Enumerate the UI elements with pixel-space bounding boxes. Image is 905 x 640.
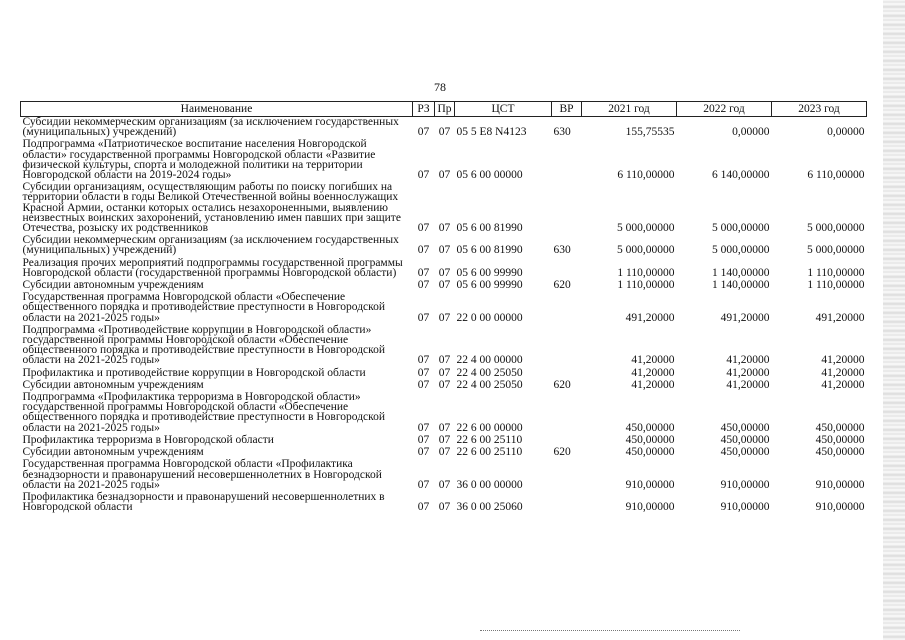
row-rz: 07 xyxy=(417,478,430,491)
row-cst: 22 0 00 00000 xyxy=(456,311,523,324)
row-rz: 07 xyxy=(417,501,430,514)
row-2021: 41,20000 xyxy=(631,366,675,379)
row-name: Государственная программа Новгородской области «Профилактика безнадзорности и правонарушений несовершеннолетних в Новгородской области на 2021-2025 годы» xyxy=(22,458,382,491)
row-pr: 07 xyxy=(438,446,451,459)
table-row xyxy=(21,117,867,140)
header-2023: 2023 год xyxy=(772,102,867,117)
header-vr: ВР xyxy=(552,102,582,117)
row-pr: 07 xyxy=(438,222,451,235)
row-2021: 450,00000 xyxy=(625,433,675,446)
row-2022: 450,00000 xyxy=(720,421,770,434)
row-vr: 620 xyxy=(553,279,571,292)
row-2023: 450,00000 xyxy=(815,446,865,459)
row-2021: 155,75535 xyxy=(625,126,675,139)
row-2023: 450,00000 xyxy=(815,433,865,446)
row-cst: 05 6 00 99990 xyxy=(456,266,523,279)
row-name: Субсидии некоммерческим организациям (за исключением государственных (муниципальных) учреждений) xyxy=(22,234,399,257)
row-2023: 910,00000 xyxy=(815,501,865,514)
row-name: Профилактика и противодействие коррупции в Новгородской области xyxy=(22,366,366,379)
row-pr: 07 xyxy=(438,378,451,391)
row-vr xyxy=(552,492,582,514)
row-name: Подпрограмма «Патриотическое воспитание населения Новгородской области» государственной программы Новгородской области «Развитие физической культуры, спорта и молодежной политики на территории Новгородской области на 2019-2024 годы» xyxy=(22,138,376,182)
row-vr: 620 xyxy=(553,446,571,459)
row-cst: 36 0 00 25060 xyxy=(456,501,523,514)
row-2023: 5 000,00000 xyxy=(807,222,865,235)
header-2022: 2022 год xyxy=(677,102,772,117)
row-2022: 1 140,00000 xyxy=(712,279,770,292)
row-2022: 450,00000 xyxy=(720,446,770,459)
row-vr: 630 xyxy=(553,126,571,139)
row-2022: 41,20000 xyxy=(726,366,770,379)
header-rz: РЗ xyxy=(413,102,435,117)
row-2021: 41,20000 xyxy=(631,378,675,391)
row-pr: 07 xyxy=(438,279,451,292)
row-rz: 07 xyxy=(417,446,430,459)
row-2023: 41,20000 xyxy=(821,354,865,367)
row-2021: 910,00000 xyxy=(625,501,675,514)
row-pr: 07 xyxy=(438,366,451,379)
row-cst: 36 0 00 00000 xyxy=(456,478,523,491)
row-vr xyxy=(552,139,582,182)
row-2021: 1 110,00000 xyxy=(617,266,675,279)
row-rz: 07 xyxy=(417,244,430,257)
row-2021: 41,20000 xyxy=(631,354,675,367)
row-cst: 05 6 00 00000 xyxy=(456,169,523,182)
row-cst: 05 6 00 81990 xyxy=(456,244,523,257)
row-pr: 07 xyxy=(438,244,451,257)
row-cst: 22 4 00 00000 xyxy=(456,354,523,367)
row-name: Профилактика безнадзорности и правонарушений несовершеннолетних в Новгородской области xyxy=(22,490,385,514)
row-cst: 05 6 00 81990 xyxy=(456,222,523,235)
row-rz: 07 xyxy=(417,266,430,279)
row-2022: 41,20000 xyxy=(726,354,770,367)
row-2021: 5 000,00000 xyxy=(617,222,675,235)
page-number: 78 xyxy=(434,80,446,94)
row-2021: 6 110,00000 xyxy=(617,169,675,182)
header-2021: 2021 год xyxy=(582,102,677,117)
row-2022: 910,00000 xyxy=(720,478,770,491)
row-2021: 910,00000 xyxy=(625,478,675,491)
row-name: Профилактика терроризма в Новгородской области xyxy=(22,433,274,446)
row-pr: 07 xyxy=(438,169,451,182)
row-2023: 6 110,00000 xyxy=(807,169,865,182)
row-rz: 07 xyxy=(417,169,430,182)
header-name: Наименование xyxy=(21,102,413,117)
row-2023: 0,00000 xyxy=(827,126,865,139)
row-2022: 450,00000 xyxy=(720,433,770,446)
row-2023: 1 110,00000 xyxy=(807,279,865,292)
row-rz: 07 xyxy=(417,354,430,367)
row-2022: 6 140,00000 xyxy=(712,169,770,182)
row-cst: 05 6 00 99990 xyxy=(456,279,523,292)
row-vr xyxy=(552,392,582,435)
row-cst: 22 6 00 00000 xyxy=(456,421,523,434)
row-2022: 5 000,00000 xyxy=(712,244,770,257)
row-name: Субсидии организациям, осуществляющим работы по поиску погибших на территории области в годы Великой Отечественной войны военнослужащих Красной Армии, останки которых остались незахороненными, выявлению неизвестных воинских захоронений, установлению имен павших при защите Отечества, розыску их родственников xyxy=(22,181,401,235)
row-vr: 620 xyxy=(553,378,571,391)
row-pr: 07 xyxy=(438,433,451,446)
row-name: Реализация прочих мероприятий подпрограммы государственной программы Новгородской области (государственной программы Новгородской области) xyxy=(22,256,403,279)
table-row xyxy=(21,392,867,435)
row-name: Субсидии автономным учреждениям xyxy=(22,279,204,292)
header-pr: Пр xyxy=(435,102,455,117)
row-pr: 07 xyxy=(438,501,451,514)
row-name: Субсидии автономным учреждениям xyxy=(22,446,204,459)
row-vr xyxy=(552,459,582,492)
row-name: Государственная программа Новгородской области «Обеспечение общественного порядка и противодействие преступности в Новгородской области на 2021-2025 годы» xyxy=(22,291,386,324)
row-vr xyxy=(552,258,582,280)
row-name: Подпрограмма «Противодействие коррупции в Новгородской области» государственной программы Новгородской области «Обеспечение общественного порядка и противодействие преступности в Новгородской области на 2021-2025 годы» xyxy=(22,323,386,367)
row-rz: 07 xyxy=(417,279,430,292)
row-2023: 910,00000 xyxy=(815,478,865,491)
row-rz: 07 xyxy=(417,433,430,446)
row-2022: 0,00000 xyxy=(732,126,770,139)
row-2021: 5 000,00000 xyxy=(617,244,675,257)
row-2021: 450,00000 xyxy=(625,446,675,459)
row-2023: 1 110,00000 xyxy=(807,266,865,279)
row-name: Субсидии некоммерческим организациям (за исключением государственных (муниципальных) учреждений) xyxy=(22,116,399,139)
row-cst: 05 5 E8 N4123 xyxy=(456,126,527,139)
row-vr xyxy=(552,292,582,325)
row-rz: 07 xyxy=(417,222,430,235)
row-2021: 491,20000 xyxy=(625,311,675,324)
row-2023: 41,20000 xyxy=(821,378,865,391)
row-2021: 1 110,00000 xyxy=(617,279,675,292)
row-cst: 22 6 00 25110 xyxy=(456,446,523,459)
row-2023: 41,20000 xyxy=(821,366,865,379)
row-2022: 41,20000 xyxy=(726,378,770,391)
row-cst: 22 4 00 25050 xyxy=(456,366,523,379)
row-pr: 07 xyxy=(438,126,451,139)
row-pr: 07 xyxy=(438,311,451,324)
row-rz: 07 xyxy=(417,366,430,379)
row-name: Субсидии автономным учреждениям xyxy=(22,378,204,391)
row-2022: 910,00000 xyxy=(720,501,770,514)
row-vr xyxy=(552,182,582,235)
scan-edge-shadow xyxy=(883,0,905,640)
row-pr: 07 xyxy=(438,266,451,279)
row-2022: 491,20000 xyxy=(720,311,770,324)
table-row xyxy=(21,292,867,325)
row-rz: 07 xyxy=(417,378,430,391)
row-pr: 07 xyxy=(438,421,451,434)
budget-table xyxy=(20,101,867,514)
row-pr: 07 xyxy=(438,354,451,367)
row-2022: 1 140,00000 xyxy=(712,266,770,279)
table-row xyxy=(21,492,867,514)
table-row xyxy=(21,235,867,257)
header-cst: ЦСТ xyxy=(455,102,552,117)
row-rz: 07 xyxy=(417,421,430,434)
table-row xyxy=(21,325,867,368)
row-cst: 22 4 00 25050 xyxy=(456,378,523,391)
table-header-row xyxy=(21,102,867,117)
footer-scan-line xyxy=(480,630,740,632)
row-vr: 630 xyxy=(553,244,571,257)
row-pr: 07 xyxy=(438,478,451,491)
row-2022: 5 000,00000 xyxy=(712,222,770,235)
row-name: Подпрограмма «Профилактика терроризма в Новгородской области» государственной программы Новгородской области «Обеспечение общественного порядка и противодействие преступности в Новгородской области на 2021-2025 годы» xyxy=(22,391,386,434)
table-row xyxy=(21,182,867,235)
row-2023: 5 000,00000 xyxy=(807,244,865,257)
row-vr xyxy=(552,325,582,368)
table-row xyxy=(21,139,867,182)
row-2021: 450,00000 xyxy=(625,421,675,434)
row-2023: 491,20000 xyxy=(815,311,865,324)
row-rz: 07 xyxy=(417,126,430,139)
table-row xyxy=(21,459,867,492)
row-cst: 22 6 00 25110 xyxy=(456,433,523,446)
row-2023: 450,00000 xyxy=(815,421,865,434)
table-row xyxy=(21,258,867,280)
row-rz: 07 xyxy=(417,311,430,324)
